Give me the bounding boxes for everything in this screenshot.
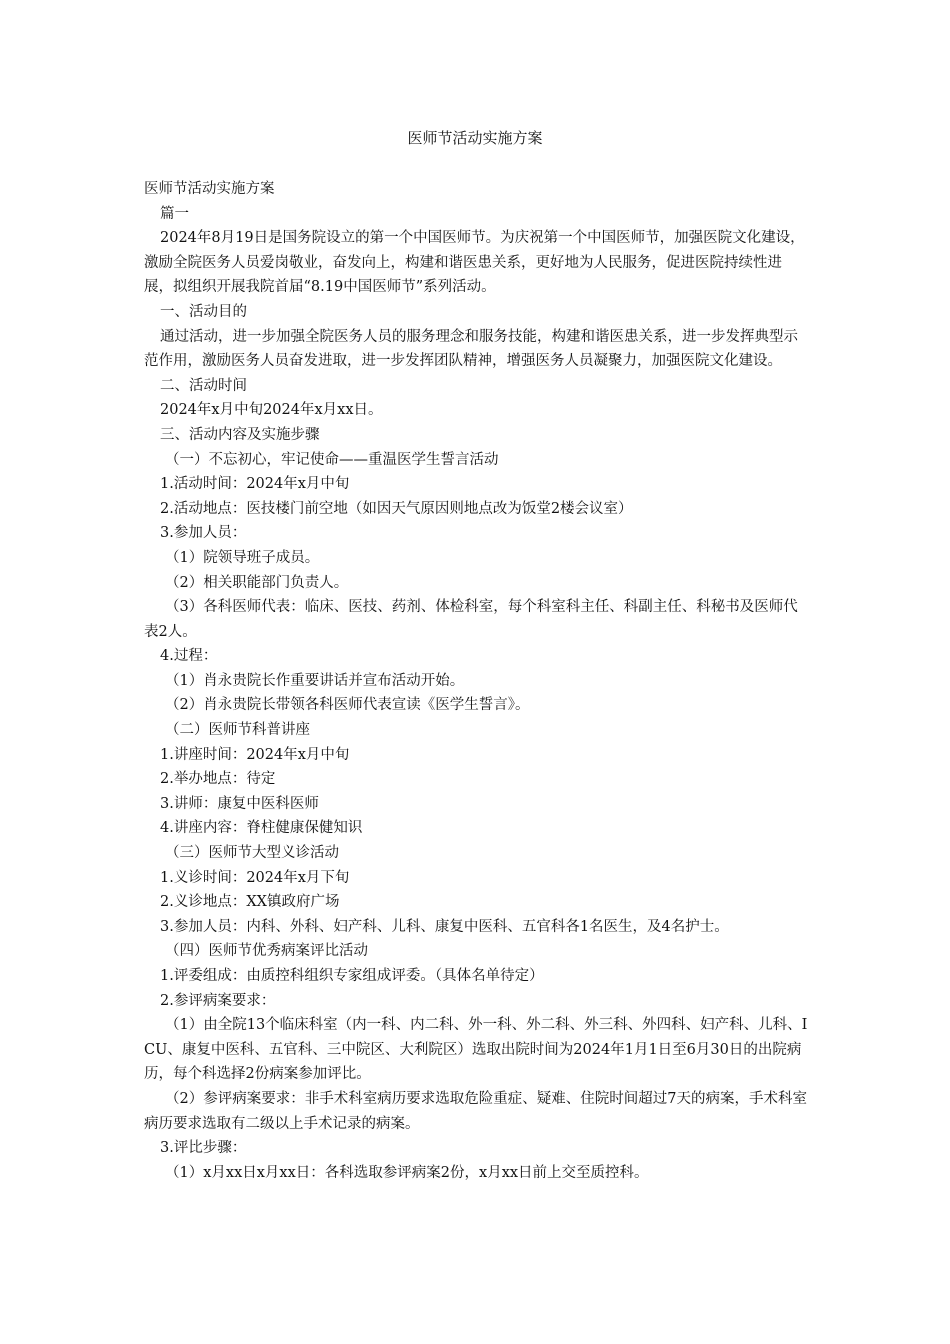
paragraph: 2024年8月19日是国务院设立的第一个中国医师节。为庆祝第一个中国医师节，加强医院文化建设，激励全院医务人员爱岗敬业，奋发向上，构建和谐医患关系，更好地为人民服务，促进医院持续性进展，拟组织开展我院首届“8.19中国医师节”系列活动。: [144, 230, 805, 296]
paragraph: 医师节活动实施方案: [144, 181, 275, 197]
paragraph: （二）医师节科普讲座: [165, 722, 310, 739]
paragraph: （四）医师节优秀病案评比活动: [165, 943, 368, 960]
paragraph: （1）院领导班子成员。: [165, 549, 320, 566]
paragraph: 1.讲座时间：2024年x月中旬: [160, 746, 350, 763]
paragraph: （三）医师节大型义诊活动: [165, 845, 339, 862]
paragraph: （1）由全院13个临床科室（内一科、内二科、外一科、外二科、外三科、外四科、妇产科、儿科、ICU、康复中医科、五官科、三中院区、大利院区）选取出院时间为2024年1月1日至6月30日的出院病历，每个科选择2份病案参加评比。: [144, 1017, 808, 1083]
paragraph: 3.评比步骤：: [160, 1140, 247, 1157]
paragraph: 2.义诊地点：XX镇政府广场: [160, 894, 340, 911]
paragraph: 通过活动，进一步加强全院医务人员的服务理念和服务技能，构建和谐医患关系，进一步发挥典型示范作用，激励医务人员奋发进取，进一步发挥团队精神，增强医务人员凝聚力，加强医院文化建设。: [144, 328, 798, 370]
paragraph: 2.举办地点：待定: [160, 771, 276, 788]
paragraph: （2）参评病案要求：非手术科室病历要求选取危险重症、疑难、住院时间超过7天的病案，手术科室病历要求选取有二级以上手术记录的病案。: [144, 1090, 807, 1132]
paragraph: （2）相关职能部门负责人。: [165, 574, 349, 591]
paragraph: （3）各科医师代表：临床、医技、药剂、体检科室，每个科室科主任、科副主任、科秘书及医师代表2人。: [144, 599, 798, 640]
paragraph: 2.参评病案要求：: [160, 992, 276, 1009]
page-title: 医师节活动实施方案: [407, 129, 543, 147]
paragraph: 1.评委组成：由质控科组织专家组成评委。（具体名单待定）: [160, 968, 544, 984]
paragraph: 1.义诊时间：2024年x月下旬: [160, 869, 350, 886]
paragraph: 3.讲师：康复中医科医师: [160, 795, 319, 812]
paragraph: 4.讲座内容：脊柱健康保健知识: [160, 820, 363, 837]
paragraph: 4.过程：: [160, 648, 218, 665]
paragraph: 2024年x月中旬2024年x月xx日。: [160, 402, 383, 419]
paragraph: 一、活动目的: [160, 303, 247, 320]
paragraph: 3.参加人员：内科、外科、妇产科、儿科、康复中医科、五官科各1名医生，及4名护士。: [160, 918, 729, 935]
paragraph: 1.活动时间：2024年x月中旬: [160, 476, 350, 493]
paragraph: （1）x月xx日x月xx日：各科选取参评病案2份，x月xx日前上交至质控科。: [165, 1164, 649, 1181]
paragraph: （一）不忘初心，牢记使命——重温医学生誓言活动: [165, 451, 499, 468]
paragraph: 三、活动内容及实施步骤: [160, 426, 320, 443]
paragraph: 2.活动地点：医技楼门前空地（如因天气原因则地点改为饭堂2楼会议室）: [160, 500, 633, 517]
paragraph: （2）肖永贵院长带领各科医师代表宣读《医学生誓言》。: [165, 697, 530, 714]
document-body: [144, 177, 808, 1185]
paragraph: 3.参加人员：: [160, 525, 247, 542]
paragraph: （1）肖永贵院长作重要讲话并宣布活动开始。: [165, 672, 465, 689]
paragraph: 篇一: [160, 205, 189, 222]
paragraph: 二、活动时间: [160, 377, 247, 394]
